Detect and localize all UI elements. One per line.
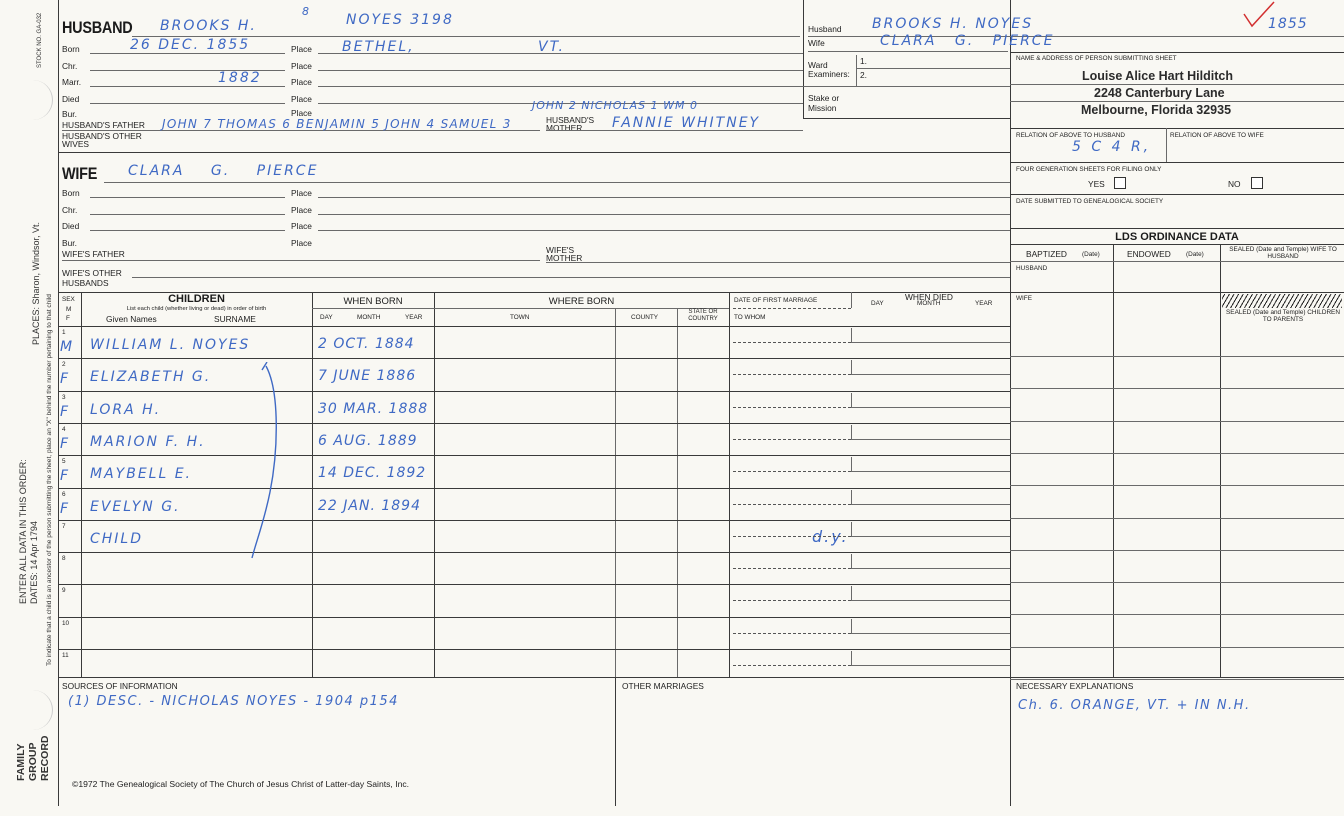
children-header: CHILDREN: [168, 293, 225, 305]
husband-born-state[interactable]: VT.: [538, 39, 565, 55]
lds-row-line: [1010, 453, 1344, 454]
dates-note: DATES: 14 Apr 1794: [29, 521, 39, 604]
husband-died-label: Died: [62, 94, 80, 104]
sex-f: F: [66, 315, 70, 322]
stock-number: STOCK NO. GA-032: [37, 12, 43, 68]
lds-wife-row-label: WIFE: [1016, 295, 1032, 302]
examiner-2: 2.: [860, 70, 867, 80]
lds-sealed-children-label: SEALED (Date and Temple) CHILDREN TO PARENTS: [1226, 309, 1340, 323]
sealed-hatch-pattern: [1222, 294, 1342, 308]
child-row-number: 1: [62, 329, 66, 336]
marriage-year[interactable]: 1882: [218, 70, 262, 86]
wife-died-label: Died: [62, 221, 80, 231]
wife-born-label: Born: [62, 188, 80, 198]
surname-header: SURNAME: [214, 314, 256, 324]
lds-row-line: [1010, 518, 1344, 519]
husband-marr-label: Marr.: [62, 77, 82, 87]
copyright-notice: ©1972 The Genealogical Society of The Church of Jesus Christ of Latter-day Saints, Inc.: [72, 779, 410, 789]
child-row-number: 3: [62, 393, 66, 401]
husband-father-continued[interactable]: JOHN 2 NICHOLAS 1 WM 0: [532, 99, 698, 112]
husband-died-place-label: Place: [291, 94, 312, 104]
child-name[interactable]: EVELYN G.: [90, 498, 181, 515]
lds-husband-row-label: HUSBAND: [1016, 265, 1048, 272]
relation-wife-label: RELATION OF ABOVE TO WIFE: [1170, 132, 1264, 139]
lds-endowed-date-label: (Date): [1186, 251, 1204, 258]
places-note: PLACES: Sharon, Windsor, Vt.: [31, 221, 41, 345]
children-subheader: List each child (whether living or dead) in order of birth: [126, 306, 267, 312]
child-sex[interactable]: F: [60, 435, 71, 452]
bracket-line: [240, 362, 290, 562]
husband-father-value[interactable]: JOHN 7 THOMAS 6 BENJAMIN 5 JOHN 4 SAMUEL 3: [162, 117, 512, 131]
child-birth-date[interactable]: 30 MAR. 1888: [318, 400, 429, 417]
child-birth-date[interactable]: 7 JUNE 1886: [318, 368, 417, 385]
child-birth-date[interactable]: 2 OCT. 1884: [318, 336, 415, 352]
child-row-number: 2: [62, 361, 66, 369]
wife-name[interactable]: CLARA G. PIERCE: [128, 163, 319, 179]
index-husband-value[interactable]: BROOKS H. NOYES: [872, 16, 1034, 32]
child-birth-date[interactable]: 6 AUG. 1889: [318, 432, 418, 449]
ward-label: Ward: [808, 60, 828, 70]
when-born-header: WHEN BORN: [343, 296, 403, 307]
husband-father-label: HUSBAND'S FATHER: [62, 120, 145, 130]
child-name[interactable]: WILLIAM L. NOYES: [90, 337, 251, 353]
child-row-number: 4: [62, 425, 66, 433]
to-whom-header: TO WHOM: [734, 314, 766, 321]
child-name[interactable]: CHILD: [90, 530, 144, 547]
born-day-header: DAY: [320, 314, 333, 321]
husband-marr-place-label: Place: [291, 77, 312, 87]
county-header: COUNTY: [631, 314, 658, 321]
child-row-number: 7: [62, 522, 66, 530]
lds-row-line: [1010, 388, 1344, 389]
four-generation-yes-label: YES: [1088, 179, 1105, 189]
husband-chr-label: Chr.: [62, 61, 78, 71]
four-generation-yes-checkbox[interactable]: [1114, 177, 1126, 189]
examiner-1: 1.: [860, 56, 867, 66]
when-died-header: WHEN DIED: [905, 292, 953, 302]
child-death-note[interactable]: d.y.: [812, 526, 849, 546]
husband-given-name[interactable]: BROOKS H.: [160, 18, 257, 34]
other-marriages-label: OTHER MARRIAGES: [622, 681, 704, 691]
died-year-header: YEAR: [975, 300, 993, 307]
lds-sealed-wife-label: SEALED (Date and Temple) WIFE TO HUSBAND: [1229, 246, 1337, 260]
child-birth-date[interactable]: 14 DEC. 1892: [318, 465, 427, 482]
four-generation-label: FOUR GENERATION SHEETS FOR FILING ONLY: [1016, 166, 1162, 173]
wife-chr-label: Chr.: [62, 205, 78, 215]
first-marriage-header: DATE OF FIRST MARRIAGE: [734, 297, 818, 304]
four-generation-no-label: NO: [1228, 179, 1241, 189]
wife-mother-label: WIFE'S MOTHER: [546, 245, 583, 263]
died-day-header: DAY: [871, 300, 884, 307]
child-sex[interactable]: F: [60, 468, 71, 485]
relation-husband-label: RELATION OF ABOVE TO HUSBAND: [1016, 132, 1126, 139]
child-name[interactable]: MAYBELL E.: [90, 466, 193, 483]
ancestor-instruction: To indicate that a child is an ancestor of the person submitting the sheet, place an "X" behind the number pertaining to that child: [46, 294, 53, 666]
wife-chr-place-label: Place: [291, 205, 312, 215]
examiners-label: Examiners:: [808, 69, 850, 79]
index-wife-label: Wife: [808, 38, 825, 48]
child-name[interactable]: LORA H.: [90, 401, 162, 418]
punch-hole-top: [30, 80, 53, 120]
index-wife-value[interactable]: CLARA G. PIERCE: [880, 33, 1055, 49]
stake-label: Stake or Mission: [808, 93, 840, 113]
enter-order-note: ENTER ALL DATA IN THIS ORDER:: [18, 459, 28, 604]
relation-husband-value[interactable]: 5 C 4 R,: [1072, 139, 1152, 155]
four-generation-no-checkbox[interactable]: [1251, 177, 1263, 189]
lds-title: LDS ORDINANCE DATA: [1115, 231, 1239, 243]
husband-surname[interactable]: NOYES 3198: [346, 12, 454, 28]
lds-row-line: [1010, 550, 1344, 551]
wife-died-place-label: Place: [291, 221, 312, 231]
lds-row-line: [1010, 582, 1344, 583]
child-sex[interactable]: F: [60, 500, 71, 517]
wife-heading: WIFE: [62, 164, 98, 183]
where-born-header: WHERE BORN: [548, 296, 615, 307]
sex-header: SEX: [62, 296, 75, 303]
lds-row-line: [1010, 356, 1344, 357]
husband-born-place[interactable]: BETHEL,: [342, 39, 415, 55]
child-name[interactable]: MARION F. H.: [90, 433, 206, 450]
child-sex[interactable]: M: [60, 339, 75, 355]
child-row-number: 10: [62, 619, 70, 627]
child-row-number: 11: [62, 652, 69, 659]
state-country-header: STATE OR COUNTRY: [688, 309, 718, 322]
husband-bur-label: Bur.: [62, 109, 77, 119]
lds-row-line: [1010, 679, 1344, 680]
child-row-number: 6: [62, 490, 66, 498]
husband-born-date[interactable]: 26 DEC. 1855: [130, 37, 251, 53]
child-row-number: 8: [62, 555, 66, 563]
sources-value[interactable]: (1) DESC. - NICHOLAS NOYES - 1904 p154: [68, 694, 399, 709]
husband-mother-value[interactable]: FANNIE WHITNEY: [612, 115, 761, 131]
sex-m: M: [66, 306, 72, 313]
submitter-name: Louise Alice Hart Hilditch: [1082, 69, 1233, 83]
husband-generation-number: 8: [302, 5, 311, 18]
submitter-label: NAME & ADDRESS OF PERSON SUBMITTING SHEET: [1016, 55, 1177, 62]
born-year-header: YEAR: [405, 314, 423, 321]
date-submitted-label: DATE SUBMITTED TO GENEALOGICAL SOCIETY: [1016, 198, 1164, 205]
form-title-family: FAMILY: [15, 743, 27, 781]
lds-baptized-label: BAPTIZED: [1026, 249, 1067, 259]
index-year[interactable]: 1855: [1268, 16, 1308, 32]
given-names-header: Given Names: [106, 314, 157, 324]
town-header: TOWN: [510, 314, 530, 321]
wife-father-label: WIFE'S FATHER: [62, 249, 125, 259]
lds-row-line: [1010, 485, 1344, 486]
child-row-number: 9: [62, 587, 66, 595]
husband-chr-place-label: Place: [291, 61, 312, 71]
born-month-header: MONTH: [357, 314, 381, 321]
husband-other-wives-label: HUSBAND'S OTHER WIVES: [62, 131, 142, 149]
check-mark-icon: [1240, 0, 1300, 32]
index-husband-label: Husband: [808, 24, 842, 34]
child-name[interactable]: ELIZABETH G.: [90, 369, 212, 386]
child-row-number: 5: [62, 458, 66, 466]
child-sex[interactable]: F: [60, 403, 71, 420]
lds-row-line: [1010, 647, 1344, 648]
husband-born-place-label: Place: [291, 44, 312, 54]
wife-other-husbands-label: WIFE'S OTHER HUSBANDS: [62, 268, 122, 288]
lds-endowed-label: ENDOWED: [1127, 249, 1171, 259]
explanations-value[interactable]: Ch. 6. ORANGE, VT. + IN N.H.: [1018, 698, 1251, 713]
wife-bur-place-label: Place: [291, 238, 312, 248]
sources-label: SOURCES OF INFORMATION: [62, 681, 178, 691]
husband-heading: HUSBAND: [62, 18, 133, 37]
lds-row-line: [1010, 614, 1344, 615]
lds-row-line: [1010, 421, 1344, 422]
submitter-city: Melbourne, Florida 32935: [1081, 103, 1232, 117]
husband-bur-place-label: Place: [291, 108, 312, 118]
lds-baptized-date-label: (Date): [1082, 251, 1100, 258]
child-birth-date[interactable]: 22 JAN. 1894: [318, 497, 421, 514]
form-title-group: GROUP: [27, 742, 39, 781]
submitter-street: 2248 Canterbury Lane: [1094, 86, 1225, 100]
explanations-label: NECESSARY EXPLANATIONS: [1016, 681, 1134, 691]
child-sex[interactable]: F: [60, 371, 71, 388]
punch-hole-bottom: [30, 690, 53, 730]
husband-mother-label: HUSBAND'S MOTHER: [546, 115, 595, 133]
form-title-record: RECORD: [39, 735, 51, 781]
wife-bur-label: Bur.: [62, 238, 77, 248]
husband-born-label: Born: [62, 44, 80, 54]
died-month-header: MONTH: [917, 300, 941, 307]
wife-born-place-label: Place: [291, 188, 312, 198]
